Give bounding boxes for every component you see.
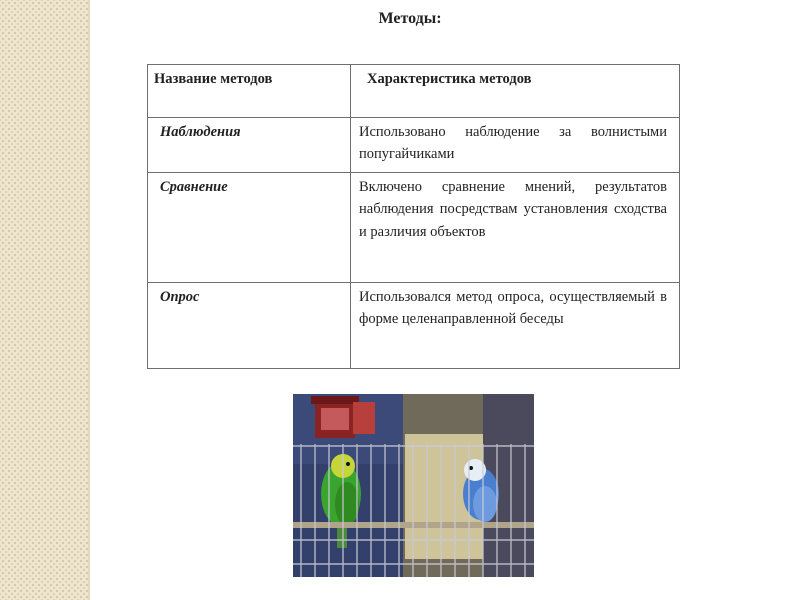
methods-table	[147, 64, 680, 369]
method-name-observation: Наблюдения	[148, 118, 351, 173]
decorative-side-strip	[0, 0, 88, 600]
parakeets-illustration	[293, 394, 534, 577]
feeder	[311, 396, 375, 438]
header-method-description: Характеристика методов	[351, 65, 680, 118]
table-row	[148, 172, 680, 282]
method-description-comparison: Включено сравнение мнений, результатов наблюдения посредствам установления сходства и различия объектов	[351, 172, 680, 282]
method-name-survey: Опрос	[148, 282, 351, 368]
slide-title: Методы:	[378, 10, 442, 27]
method-description-survey: Использовался метод опроса, осуществляемый в форме целенаправленной беседы	[351, 282, 680, 368]
parakeets-photo	[293, 394, 534, 577]
side-strip-edge	[88, 0, 90, 600]
table-header-row	[148, 65, 680, 118]
method-name-comparison: Сравнение	[148, 172, 351, 282]
table-row	[148, 282, 680, 368]
method-description-observation: Использовано наблюдение за волнистыми попугайчиками	[351, 118, 680, 173]
header-method-name: Название методов	[148, 65, 351, 118]
table-row	[148, 118, 680, 173]
